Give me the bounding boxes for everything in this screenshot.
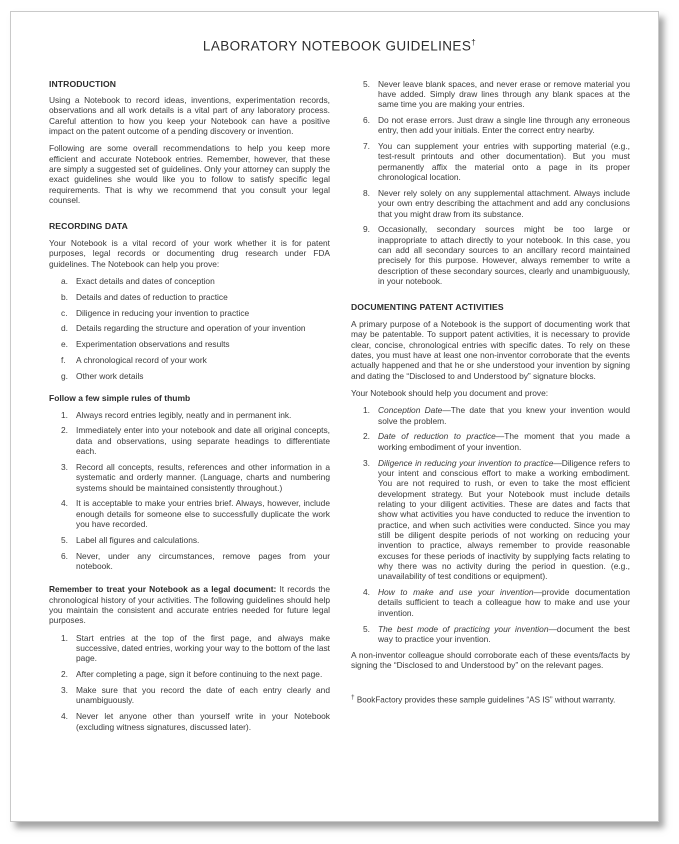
list-item-text <box>378 587 630 618</box>
list-item-text: After completing a page, sign it before continuing to the next page. <box>76 669 323 680</box>
list-item-text: Label all figures and calculations. <box>76 534 200 545</box>
closing-paragraph: A non-inventor colleague should corroborate each of these events/facts by signing the “Disclosed to and Understood by” on the relevant pages. <box>351 649 630 670</box>
list-marker: a. <box>61 275 68 286</box>
list-marker: 6. <box>363 114 370 125</box>
list-item <box>61 425 330 456</box>
list-item <box>61 633 330 664</box>
list-item <box>61 685 330 706</box>
list-marker: 5. <box>363 78 370 89</box>
list-marker: 1. <box>61 632 68 643</box>
page-title <box>49 38 630 54</box>
list-marker: 5. <box>363 623 370 634</box>
footnote-dagger: † <box>351 694 355 702</box>
list-marker: 5. <box>61 534 68 545</box>
intro-paragraph-1: Using a Notebook to record ideas, inventions, experimentation records, observations and all work details is a vital part of any laboratory process. Careful attention to how you keep your Notebook can have a positive impact on the patent outcome of a pending discovery or invention. <box>49 95 330 137</box>
legal-document-paragraph <box>49 584 330 625</box>
list-marker: 4. <box>61 711 68 722</box>
list-item-lead: Conception Date <box>378 405 443 416</box>
list-item-rest: —provide documentation details sufficient to teach a colleague how to make and use your invention. <box>378 587 630 618</box>
list-item <box>363 224 630 286</box>
list-marker: 3. <box>61 685 68 696</box>
list-marker: c. <box>61 307 68 318</box>
patent-paragraph-1: A primary purpose of a Notebook is the support of documenting work that may be patentable. To support patent activities, it is necessary to provide clear, concise, chronological entries with specific dates. To rely on these dates, you must have at least one non-inventor corroborate that the events actually happened and that he or she understood your invention by signing and dating the “Disclosed to and Understood by” signature blocks. <box>351 318 630 381</box>
list-item-rest: —The moment that you made a working embodiment of your invention. <box>378 431 630 452</box>
list-item-text: Never leave blank spaces, and never erase or remove material you have added. Simply draw lines through any blank spaces at the same time you are making your entries. <box>378 78 630 110</box>
list-item <box>363 141 630 182</box>
list-item <box>61 292 330 302</box>
list-item-text: Never let anyone other than yourself write in your Notebook (excluding witness signatures, discussed later). <box>76 711 330 732</box>
list-item-text: Details regarding the structure and operation of your invention <box>76 323 306 334</box>
two-column-layout <box>49 79 630 738</box>
list-item-text: Immediately enter into your notebook and date all original concepts, data and observations, using separate headings to differentiate each. <box>76 425 330 457</box>
list-item-text: Never, under any circumstances, remove pages from your notebook. <box>76 550 330 572</box>
list-item <box>363 624 630 645</box>
footnote <box>351 694 630 706</box>
list-marker: d. <box>61 323 68 334</box>
page-title-text: LABORATORY NOTEBOOK GUIDELINES <box>202 38 472 54</box>
list-item-text: Never rely solely on any supplemental attachment. Always include your own entry describing the attachment and add any conclusions that you might draw from its substance. <box>378 187 630 219</box>
patent-list <box>351 405 630 644</box>
list-item-text <box>378 405 630 426</box>
list-item <box>61 323 330 333</box>
list-marker: f. <box>61 355 66 366</box>
list-item <box>61 462 330 493</box>
list-item-lead: Date of reduction to practice <box>378 431 496 442</box>
list-item <box>363 115 630 136</box>
list-item <box>61 371 330 381</box>
list-item <box>61 535 330 545</box>
list-marker: 7. <box>363 141 370 152</box>
section-heading-documenting-patent-activities: DOCUMENTING PATENT ACTIVITIES <box>351 302 504 313</box>
list-marker: 4. <box>363 587 370 598</box>
left-column <box>49 79 330 738</box>
list-item-text: You can supplement your entries with supporting material (e.g., test-result printouts and other documentation). But you must permanently affix the material onto a page in its proper chronological location. <box>378 141 630 183</box>
list-item <box>61 551 330 572</box>
list-marker: 9. <box>363 224 370 235</box>
list-item-rest: —document the best way to practice your invention. <box>378 623 630 644</box>
list-item-text: Record all concepts, results, references and other information in a systematic and orderly manner. (Language, charts and numbering systems should be maintained consistently throughout.) <box>76 461 330 493</box>
list-item-text: Exact details and dates of conception <box>76 275 215 286</box>
subheading-rules-of-thumb: Follow a few simple rules of thumb <box>49 393 191 404</box>
list-item-text: Experimentation observations and results <box>76 339 230 350</box>
list-item <box>363 79 630 110</box>
list-item <box>363 405 630 426</box>
list-item-text: Occasionally, secondary sources might be too large or inappropriate to attach directly to your notebook. In this case, you can add all secondary sources to an ancillary record maintained precisely for this purpose. However, always remember to write a description of these secondary sources, clearly and unambiguously, in your notebook. <box>378 224 630 287</box>
list-marker: e. <box>61 339 68 350</box>
list-item-lead: Diligence in reducing your invention to practice <box>378 457 554 468</box>
legal-list <box>49 633 330 732</box>
list-item <box>61 669 330 679</box>
patent-paragraph-2: Your Notebook should help you document and prove: <box>351 387 549 398</box>
list-item <box>61 308 330 318</box>
list-item-text: Always record entries legibly, neatly and in permanent ink. <box>76 409 292 420</box>
list-item <box>363 431 630 452</box>
list-item <box>363 188 630 219</box>
list-item <box>61 355 330 365</box>
list-item-text: Make sure that you record the date of each entry clearly and unambiguously. <box>76 685 330 706</box>
list-marker: 3. <box>363 457 370 468</box>
legal-paragraph-rest: It records the chronological history of your activities. The following guidelines should help you maintain the consistent and accurate entries needed for future legal purposes. <box>49 584 330 626</box>
list-marker: b. <box>61 291 68 302</box>
list-item-rest: —The date that you knew your invention would solve the problem. <box>378 405 630 426</box>
list-item-text <box>378 458 630 582</box>
list-item <box>61 498 330 529</box>
recording-intro-paragraph: Your Notebook is a vital record of your work whether it is for patent purposes, legal records or documenting drug research under FDA guidelines. The Notebook can help you prove: <box>49 237 330 269</box>
list-item-lead: The best mode of practicing your invention <box>378 623 549 634</box>
list-item <box>61 276 330 286</box>
footnote-text: BookFactory provides these sample guidelines “AS IS” without warranty. <box>354 696 616 705</box>
legal-paragraph-lead: Remember to treat your Notebook as a legal document: <box>49 584 277 595</box>
section-heading-recording-data: RECORDING DATA <box>49 221 128 232</box>
list-item-text: Other work details <box>76 370 144 381</box>
list-item-text <box>378 431 630 452</box>
list-item <box>61 410 330 420</box>
title-dagger: † <box>471 38 477 47</box>
prove-list <box>49 276 330 381</box>
list-marker: 8. <box>363 187 370 198</box>
document-page <box>10 11 659 822</box>
list-item <box>363 458 630 582</box>
list-item <box>61 711 330 732</box>
rules-list <box>49 410 330 572</box>
list-marker: 6. <box>61 550 68 561</box>
list-item <box>363 587 630 618</box>
list-item-text: Start entries at the top of the first page, and always make successive, dated entries, working your way to the bottom of the last page. <box>76 632 330 664</box>
list-marker: 2. <box>61 669 68 680</box>
list-item <box>61 339 330 349</box>
list-marker: 1. <box>61 409 68 420</box>
right-column <box>351 79 630 738</box>
list-marker: 3. <box>61 461 68 472</box>
list-marker: 2. <box>61 425 68 436</box>
list-item-text: Diligence in reducing your invention to practice <box>76 307 250 318</box>
list-marker: 2. <box>363 431 370 442</box>
list-item-text: Do not erase errors. Just draw a single line through any erroneous entry, then add your initials. Enter the correct entry nearby. <box>378 114 630 136</box>
rules-list-continued <box>351 79 630 287</box>
list-item-text <box>378 624 630 645</box>
list-item-lead: How to make and use your invention <box>378 587 534 598</box>
list-item-text: Details and dates of reduction to practice <box>76 291 228 302</box>
list-marker: g. <box>61 370 68 381</box>
list-item-rest: —Diligence refers to your intent and conscious effort to make a working embodiment. You are not required to rush, or even to take the most efficient development strategy. But your Notebook must include details relating to your diligent activities. These are dates and facts that show what activities you have conducted to reduce the invention to practice, and when such activities were conducted. Since you may still be diligent despite periods of not working on reducing your invention to practice, always remember to provide reasonable excuses for these periods of inactivity by supplying facts relating to why there was no activity during the period in question. (e.g., unavailability of test conditions or equipment). <box>378 457 630 582</box>
intro-paragraph-2: Following are some overall recommendations to help you keep more efficient and accurate Notebook entries. Remember, however, that these are simply a suggested set of guidelines. Only your attorney can supply the exact guidelines she would like you to follow to satisfy specific legal requirements. That is why we recommend that you consult your legal counsel. <box>49 143 330 206</box>
list-marker: 1. <box>363 405 370 416</box>
list-marker: 4. <box>61 498 68 509</box>
list-item-text: It is acceptable to make your entries brief. Always, however, include enough details for someone else to successfully duplicate the work you have recorded. <box>76 498 330 530</box>
list-item-text: A chronological record of your work <box>76 355 207 366</box>
section-heading-introduction: INTRODUCTION <box>49 78 117 89</box>
